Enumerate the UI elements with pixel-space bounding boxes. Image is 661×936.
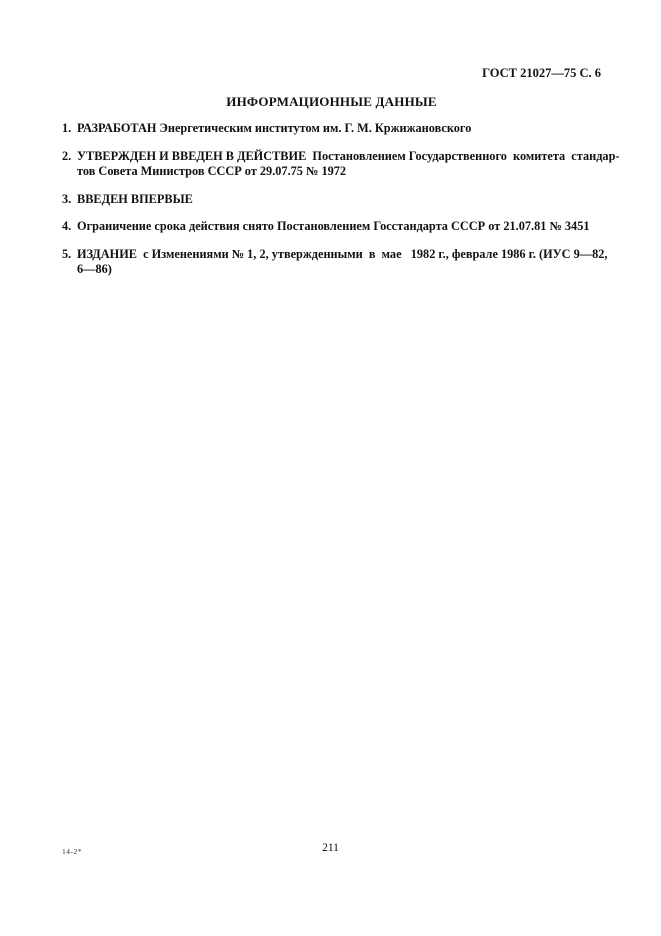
item-number: 4. (62, 219, 72, 233)
text-line: РАЗРАБОТАН Энергетическим институтом им. Г. М. Кржижановского (77, 121, 472, 135)
item-number: 1. (62, 121, 72, 135)
text-line: тов Совета Министров СССР от 29.07.75 № 1972 (77, 164, 347, 178)
item-number: 2. (62, 148, 72, 163)
section-title: ИНФОРМАЦИОННЫЕ ДАННЫЕ (226, 94, 437, 109)
list-item (62, 219, 601, 235)
item-text (77, 149, 620, 180)
print-signature-mark: 14-2* (62, 847, 82, 856)
list-item (62, 148, 620, 180)
item-text (77, 219, 601, 235)
text-line: Ограничение срока действия снято Постановлением Госстандарта СССР от 21.07.81 № 3451 (77, 219, 590, 233)
item-text (77, 247, 607, 278)
item-text (77, 121, 601, 137)
document-reference: ГОСТ 21027—75 С. 6 (482, 66, 601, 80)
text-line: 6—86) (77, 262, 112, 276)
item-text (77, 192, 601, 208)
list-item (62, 121, 601, 137)
item-number: 3. (62, 191, 72, 206)
info-items (62, 121, 620, 290)
item-number: 5. (62, 246, 72, 261)
text-line: УТВЕРЖДЕН И ВВЕДЕН В ДЕЙСТВИЕ Постановлением Государственного комитета стандар- (77, 148, 620, 163)
page-header (62, 66, 601, 81)
page-number: 211 (322, 842, 339, 854)
list-item (62, 192, 601, 208)
text-line: ИЗДАНИЕ с Изменениями № 1, 2, утвержденными в мае 1982 г., феврале 1986 г. (ИУС 9—82, (77, 246, 608, 261)
list-item (62, 246, 608, 278)
text-line: ВВЕДЕН ВПЕРВЫЕ (77, 191, 193, 206)
